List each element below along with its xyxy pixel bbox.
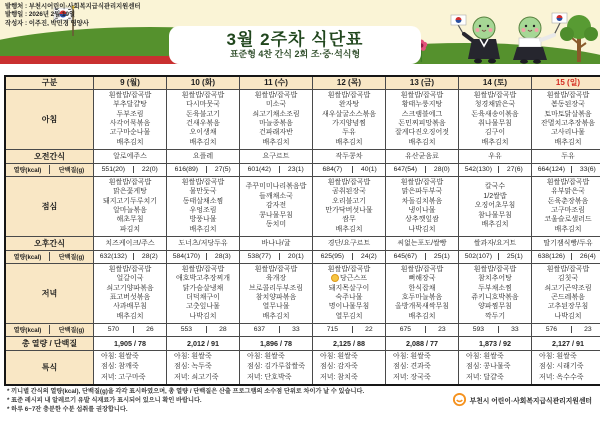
day-header: 11 (수) [240, 76, 313, 89]
pm_snack-cell: 경단/요구르트 [313, 236, 386, 250]
center-logo [452, 392, 592, 407]
total-cell: 2,012 / 91 [167, 336, 240, 350]
breakfast-cell: 흰쌀밥/잡곡밥 황태누룽지탕 스크램블에그 돈민찌피망볶음 잘게다진오징어젓 배추김치 [386, 89, 459, 149]
lunch-cell: 칼국수 1/2쌀밥 오징어초무침 참나물무침 배추김치 [459, 176, 532, 236]
total-cell: 1,873 / 92 [459, 336, 532, 350]
day-header: 12 (목) [313, 76, 386, 89]
am_snack-cell: 요구르트 [240, 149, 313, 163]
special-cell: 아침: 흰쌀죽 점심: 견과죽 저녁: 장국죽 [386, 350, 459, 385]
special-cell: 아침: 흰쌀죽 점심: 김가루찹쌀죽 저녁: 단호박죽 [240, 350, 313, 385]
energy-cell: 593 33 [459, 323, 532, 336]
lunch-cell: 흰쌀밥/잡곡밥 유부맑은국 돈육춘장볶음 고구마조림 코울슬로샐러드 배추김치 [532, 176, 600, 236]
breakfast-cell: 흰쌀밥/잡곡밥 다시마뭇국 돈육불고기 건새우볶음 오이생채 배추김치 [167, 89, 240, 149]
total-cell: 2,127 / 91 [532, 336, 600, 350]
energy-cell: 645(67) 25(1) [386, 250, 459, 263]
row-label-breakfast: 아침 [5, 89, 94, 149]
title-box [169, 26, 421, 64]
row-label-energy: 열량(kcal) 단백질(g) [5, 250, 94, 263]
energy-cell: 553 28 [167, 323, 240, 336]
row-label-am_snack: 오전간식 [5, 149, 94, 163]
special-cell: 아침: 흰쌀죽 점심: 콩나물죽 저녁: 달걀죽 [459, 350, 532, 385]
am_snack-cell: 유산균음료 [386, 149, 459, 163]
row-label-energy: 열량(kcal) 단백질(g) [5, 163, 94, 176]
special-cell: 아침: 흰쌀죽 점심: 참깨죽 저녁: 고구마죽 [94, 350, 167, 385]
logo-text: 부천시 어린이·사회복지급식관리지원센터 [469, 397, 592, 405]
day-header: 9 (월) [94, 76, 167, 89]
special-cell: 아침: 흰쌀죽 점심: 녹두죽 저녁: 쇠고기죽 [167, 350, 240, 385]
am_snack-cell: 작두콩차 [313, 149, 386, 163]
row-label-energy: 열량(kcal) 단백질(g) [5, 323, 94, 336]
energy-cell: 551(20) 22(0) [94, 163, 167, 176]
footnotes [7, 388, 364, 414]
energy-cell: 538(77) 20(1) [240, 250, 313, 263]
energy-cell: 601(42) 23(1) [240, 163, 313, 176]
dinner-cell: 흰쌀밥/잡곡밥 육개장 브로콜리두부조림 참치양파볶음 열무나물 배추김치 [240, 263, 313, 323]
day-header: 13 (금) [386, 76, 459, 89]
energy-cell: 625(95) 24(2) [313, 250, 386, 263]
dinner-cell: 흰쌀밥/잡곡밥 김칫국 쇠고기곤약조림 곤드레볶음 고추된장무침 나박김치 [532, 263, 600, 323]
energy-cell: 684(7) 40(1) [313, 163, 386, 176]
row-label-pm_snack: 오후간식 [5, 236, 94, 250]
dinner-cell: 흰쌀밥/잡곡밥 당근스프 돼지목살구이 숙주나물 명이나물무침 열무김치 [313, 263, 386, 323]
page-title: 3월 2주차 식단표 [226, 29, 364, 49]
publisher-line: 발행처 : 부천시어린이·사회복지급식관리지원센터 [5, 3, 141, 10]
pm_snack-cell: 씨없는포도/쌀빵 [386, 236, 459, 250]
energy-cell: 570 26 [94, 323, 167, 336]
dinner-cell: 흰쌀밥/잡곡밥 뼈해장국 한식잡채 호두마늘볶음 올방개묵새싹무침 배추김치 [386, 263, 459, 323]
special-cell: 아침: 흰쌀죽 점심: 시래기죽 저녁: 옥수수죽 [532, 350, 600, 385]
footnote: * 하루 6~7잔 충분한 수분 섭취를 권장합니다. [7, 405, 128, 413]
dinner-cell: 흰쌀밥/잡곡밥 애호박고추장찌개 닭가슴살냉채 더덕채구이 고춧잎나물 나박김치 [167, 263, 240, 323]
energy-cell: 664(124) 33(6) [532, 163, 600, 176]
row-label-dinner: 저녁 [5, 263, 94, 323]
row-label-lunch: 점심 [5, 176, 94, 236]
energy-cell: 647(54) 28(0) [386, 163, 459, 176]
am_snack-cell: 우유 [459, 149, 532, 163]
energy-cell: 632(132) 28(2) [94, 250, 167, 263]
publication-info [5, 3, 140, 28]
tree-icon [558, 14, 600, 62]
day-header: 15 (일) [532, 76, 600, 89]
lunch-cell: 주꾸미미나리볶음밥 들깨채소국 감자전 콩나물무침 동치미 [240, 176, 313, 236]
breakfast-cell: 흰쌀밥/잡곡밥 완자탕 새우살굴소스볶음 가지양념찜 두유 배추김치 [313, 89, 386, 149]
breakfast-cell: 흰쌀밥/잡곡밥 봄동된장국 토마토닭살볶음 잔멸치고추장볶음 고사리나물 배추김치 [532, 89, 600, 149]
total-cell: 1,896 / 78 [240, 336, 313, 350]
breakfast-cell: 흰쌀밥/잡곡밥 미소국 쇠고기채소조림 마늘종볶음 건파래자반 배추김치 [240, 89, 313, 149]
logo-smile-icon [452, 392, 467, 407]
day-header: 10 (화) [167, 76, 240, 89]
energy-cell: 502(107) 25(1) [459, 250, 532, 263]
breakfast-cell: 흰쌀밥/잡곡밥 부추달걀탕 두부조림 사각어묵볶음 고구마순나물 배추김치 [94, 89, 167, 149]
energy-cell: 638(126) 26(4) [532, 250, 600, 263]
author-line: 작성자 : 이주진, 박민경 영양사 [5, 19, 89, 27]
lunch-cell: 흰쌀밥/잡곡밥 곰취된장국 오리불고기 만가닥버섯나물 쌈무 배추김치 [313, 176, 386, 236]
page-subtitle: 표준형 4찬 간식 2회 조·중·석식형 [229, 48, 361, 59]
special-cell: 아침: 흰쌀죽 점심: 감자죽 저녁: 참치죽 [313, 350, 386, 385]
pm_snack-cell: 바나나/귤 [240, 236, 313, 250]
energy-cell: 616(89) 27(5) [167, 163, 240, 176]
energy-cell: 675 23 [386, 323, 459, 336]
lunch-cell: 흰쌀밥/잡곡밥 맑은꽃게탕 돼지고기두루치기 알마늘볶음 해초무침 파김치 [94, 176, 167, 236]
pm_snack-cell: 도너츠/저당두유 [167, 236, 240, 250]
breakfast-cell: 흰쌀밥/잡곡밥 청경채맑은국 돈육새송이볶음 취나물무침 김구이 배추김치 [459, 89, 532, 149]
total-cell: 2,125 / 88 [313, 336, 386, 350]
pm_snack-cell: 치즈케이크/주스 [94, 236, 167, 250]
energy-cell: 715 22 [313, 323, 386, 336]
am_snack-cell: 두유 [532, 149, 600, 163]
energy-cell: 584(170) 28(3) [167, 250, 240, 263]
allergen-icon [331, 274, 339, 282]
turtle-characters-icon [450, 11, 568, 64]
row-label-special: 특식 [5, 350, 94, 385]
lunch-cell: 흰쌀밥/잡곡밥 물만둣국 동태살채소찜 우엉조림 방풍나물 배추김치 [167, 176, 240, 236]
total-cell: 2,088 / 77 [386, 336, 459, 350]
footnote: * 끼니별 간식의 열량(kcal), 단백질(g)을 각각 표시하였으며, 총 열량 / 단백질은 산출 프로그램의 소수점 단위로 차이가 날 수 있습니다. [7, 388, 365, 395]
dinner-cell: 흰쌀밥/잡곡밥 얼갈이국 쇠고기양파볶음 표고버섯볶음 사과배무침 배추김치 [94, 263, 167, 323]
energy-cell: 542(130) 27(6) [459, 163, 532, 176]
lunch-cell: 흰쌀밥/잡곡밥 맑은파두부국 차돌김치볶음 냉이나물 상추깻잎쌈 나박김치 [386, 176, 459, 236]
am_snack-cell: 알로에주스 [94, 149, 167, 163]
energy-cell: 576 23 [532, 323, 600, 336]
total-cell: 1,905 / 78 [94, 336, 167, 350]
table-wrap [4, 75, 600, 386]
day-header: 14 (토) [459, 76, 532, 89]
header-banner [0, 0, 600, 64]
table-corner-label: 구분 [5, 76, 94, 89]
am_snack-cell: 요플레 [167, 149, 240, 163]
pm_snack-cell: 딸기잼식빵/두유 [532, 236, 600, 250]
energy-cell: 637 33 [240, 323, 313, 336]
meal-plan-table [4, 75, 600, 386]
pm_snack-cell: 쌀과자/요거트 [459, 236, 532, 250]
footnote: * 표준 레시피 내 알레르기 유발 식재료가 표시되어 있으니 확인 바랍니다. [7, 396, 202, 404]
dinner-cell: 흰쌀밥/잡곡밥 참치추어탕 두부채소찜 쥬키니호박볶음 양파찜무침 깍두기 [459, 263, 532, 323]
publish-date-line: 발행일 : 2026년 2월 19일 [5, 11, 76, 19]
row-label-total: 총 열량 / 단백질 [5, 336, 94, 350]
